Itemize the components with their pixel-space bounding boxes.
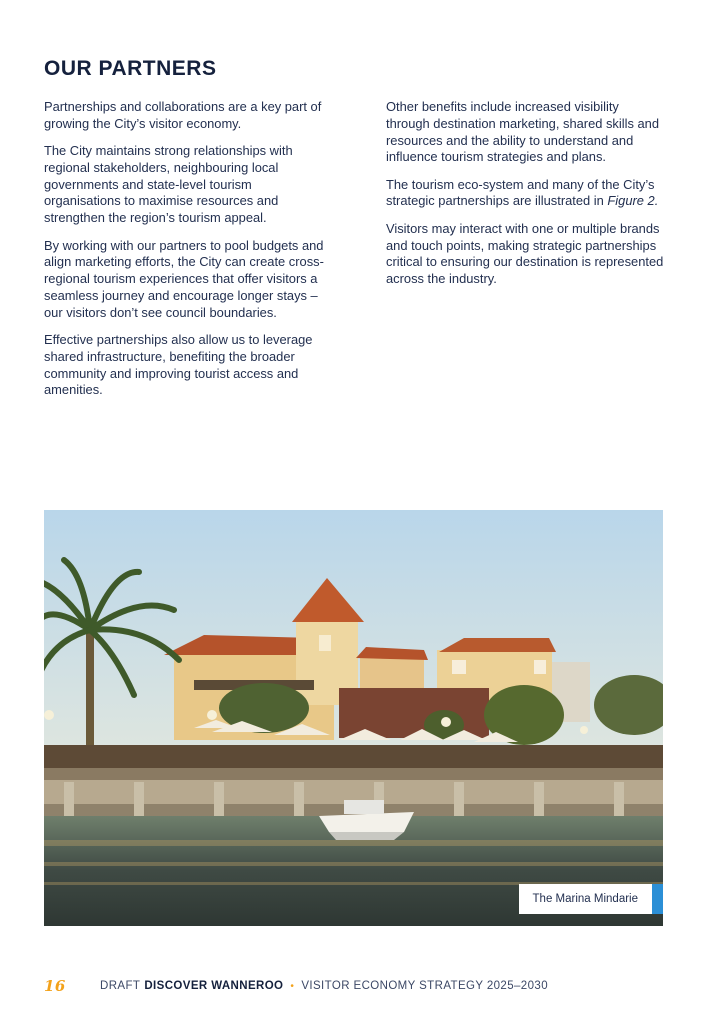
paragraph: By working with our partners to pool budgets and align marketing efforts, the City can create cross-regional tourism experiences that offer visitors a seamless journey and encourage longer stays – our visitors don’t see council boundaries.: [44, 237, 324, 320]
caption-accent-bar: [652, 884, 663, 914]
photo-caption: [519, 884, 663, 914]
footer-draft-label: DRAFT: [100, 980, 141, 992]
right-text-column: [386, 99, 666, 298]
paragraph: The City maintains strong relationships with regional stakeholders, neighbouring local governments and state-level tourism organisations to maximise resources and strengthen the region’s tourism appeal.: [44, 143, 293, 226]
footer-separator: •: [290, 980, 295, 992]
paragraph: Partnerships and collaborations are a key part of growing the City’s visitor economy.: [44, 99, 322, 131]
paragraph: [386, 177, 666, 211]
paragraph: Visitors may interact with one or multiple brands and touch points, making strategic partnerships critical to ensuring our destination is represented across the industry.: [386, 220, 664, 287]
page-footer: [44, 976, 548, 996]
page-number: 16: [44, 977, 66, 995]
figure-reference: Figure 2: [607, 193, 655, 209]
marina-photo: [44, 510, 663, 926]
page-title: OUR PARTNERS: [44, 57, 217, 80]
paragraph-end: .: [654, 193, 659, 209]
left-text-column: [44, 99, 326, 410]
marina-illustration: [44, 510, 663, 926]
paragraph: Other benefits include increased visibility through destination marketing, shared skills and resources and the ability to understand and influence tourism strategies and plans.: [386, 99, 660, 165]
paragraph-text: The tourism eco-system and many of the City’s strategic partnerships are illustrated in: [386, 176, 655, 209]
caption-text: The Marina Mindarie: [532, 893, 638, 905]
footer-brand: DISCOVER WANNEROO: [144, 980, 284, 992]
footer-document-title: VISITOR ECONOMY STRATEGY 2025–2030: [301, 980, 548, 992]
paragraph: Effective partnerships also allow us to leverage shared infrastructure, benefiting the broader community and improving tourist access and amenities.: [44, 332, 313, 398]
